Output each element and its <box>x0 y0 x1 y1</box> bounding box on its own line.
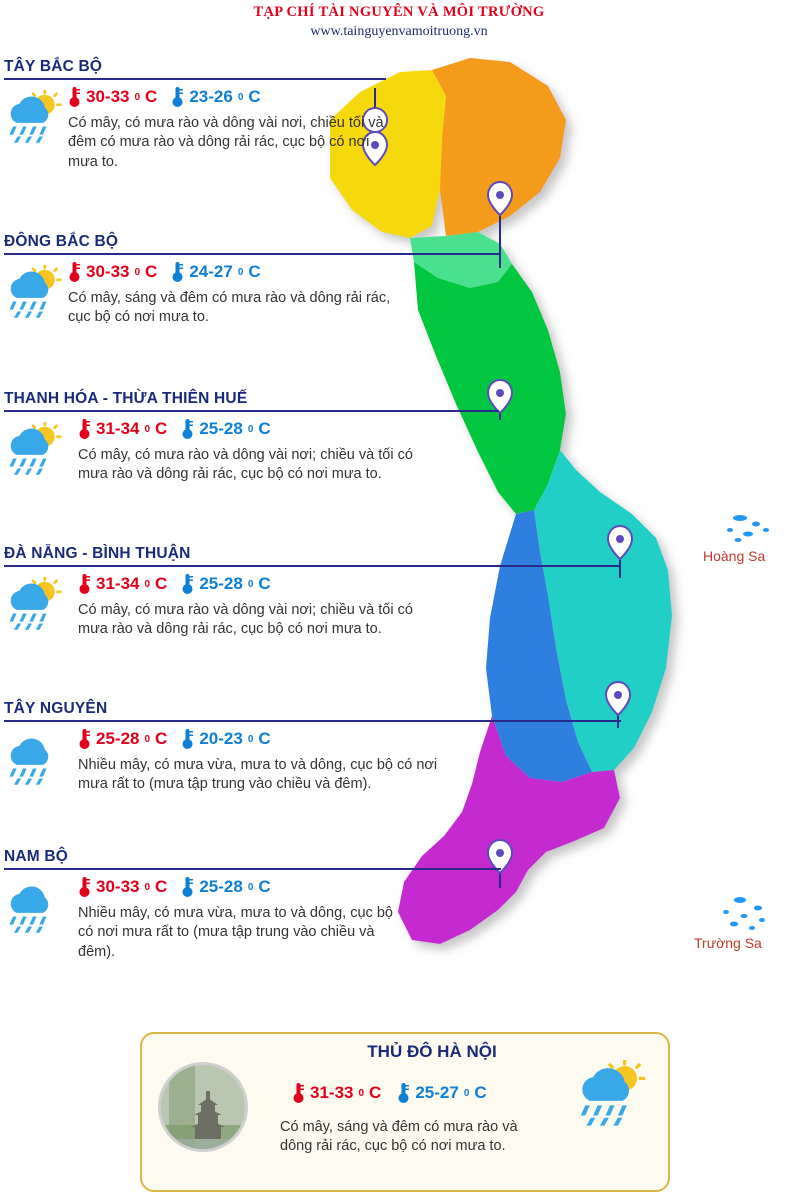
region-description: Nhiều mây, có mưa vừa, mưa to và dông, cục bộ có nơi mưa rất to (mưa tập trung vào chiều và đêm). <box>78 905 393 960</box>
sun-cloud-rain-icon <box>574 1060 654 1131</box>
unit: C <box>145 262 158 281</box>
site-url: www.tainguyenvamoitruong.vn <box>310 24 488 39</box>
sun-cloud-rain-icon <box>4 573 66 640</box>
truong-sa-islands <box>723 897 765 930</box>
low-value: 25-28 <box>199 574 243 593</box>
high-temperature <box>292 1082 381 1104</box>
degree-symbol: 0 <box>134 91 141 103</box>
unit: C <box>258 729 271 748</box>
low-temperature <box>181 573 270 595</box>
high-temperature <box>68 261 157 283</box>
degree-symbol: 0 <box>134 266 141 278</box>
region-divider <box>4 868 501 870</box>
thermometer-hot-icon <box>78 728 91 750</box>
high-value: 31-33 <box>310 1083 354 1102</box>
degree-symbol: 0 <box>144 578 151 590</box>
low-temperature <box>397 1082 486 1104</box>
sun-cloud-rain-icon <box>4 261 66 328</box>
region-title: ĐÔNG BẮC BỘ <box>4 233 119 250</box>
high-temperature <box>78 876 167 898</box>
region-tay-nguyen <box>4 700 621 795</box>
unit: C <box>155 419 168 438</box>
region-title: TÂY NGUYÊN <box>4 700 108 717</box>
cloud-rain-icon <box>4 876 66 962</box>
low-value: 23-26 <box>189 87 233 106</box>
region-divider <box>4 565 621 567</box>
turtle-tower-photo <box>158 1062 248 1152</box>
unit: C <box>369 1083 382 1102</box>
thermometer-hot-icon <box>78 418 91 440</box>
temperature-row <box>78 573 621 595</box>
low-temperature <box>181 876 270 898</box>
thermometer-cold-icon <box>181 573 194 595</box>
region-divider <box>4 78 386 80</box>
low-temperature <box>171 261 260 283</box>
unit: C <box>248 262 261 281</box>
degree-symbol: 0 <box>358 1087 365 1099</box>
thermometer-hot-icon <box>68 86 81 108</box>
degree-symbol: 0 <box>247 578 254 590</box>
low-value: 25-28 <box>199 877 243 896</box>
high-temperature <box>78 573 167 595</box>
hoang-sa-islands <box>727 515 769 542</box>
region-description: Có mây, sáng và đêm có mưa rào và dông rải rác, cục bộ có nơi mưa to. <box>68 290 391 326</box>
region-title: ĐÀ NẴNG - BÌNH THUẬN <box>4 545 191 562</box>
capital-description: Có mây, sáng và đêm có mưa rào và dông rải rác, cục bộ có nơi mưa to. <box>280 1119 518 1155</box>
region-description: Có mây, có mưa rào và dông vài nơi; chiều và tối có mưa rào và dông rải rác, cục bộ có nơi mưa to. <box>78 447 413 483</box>
low-value: 24-27 <box>189 262 233 281</box>
low-temperature <box>171 86 260 108</box>
thermometer-cold-icon <box>171 86 184 108</box>
region-nam-bo <box>4 848 501 962</box>
unit: C <box>145 87 158 106</box>
thermometer-cold-icon <box>397 1082 410 1104</box>
hoang-sa-label: Hoàng Sa <box>703 548 766 564</box>
high-temperature <box>68 86 157 108</box>
high-value: 31-34 <box>96 419 140 438</box>
degree-symbol: 0 <box>247 423 254 435</box>
degree-symbol: 0 <box>144 881 151 893</box>
thermometer-cold-icon <box>181 876 194 898</box>
high-value: 30-33 <box>96 877 140 896</box>
degree-symbol: 0 <box>237 266 244 278</box>
low-value: 20-23 <box>199 729 243 748</box>
degree-symbol: 0 <box>144 733 151 745</box>
unit: C <box>474 1083 487 1102</box>
thermometer-cold-icon <box>181 418 194 440</box>
temperature-row <box>78 728 621 750</box>
degree-symbol: 0 <box>247 881 254 893</box>
unit: C <box>258 877 271 896</box>
region-title: NAM BỘ <box>4 848 69 865</box>
high-temperature <box>78 418 167 440</box>
low-temperature <box>181 728 270 750</box>
region-thanh-hoa-thua-thien-hue <box>4 390 499 485</box>
region-divider <box>4 253 499 255</box>
region-divider <box>4 410 499 412</box>
region-da-nang-binh-thuan <box>4 545 621 640</box>
degree-symbol: 0 <box>144 423 151 435</box>
degree-symbol: 0 <box>247 733 254 745</box>
high-value: 30-33 <box>86 87 130 106</box>
unit: C <box>155 877 168 896</box>
high-value: 25-28 <box>96 729 140 748</box>
thermometer-hot-icon <box>68 261 81 283</box>
temperature-row <box>78 876 501 898</box>
temperature-row <box>78 418 499 440</box>
region-title: THANH HÓA - THỪA THIÊN HUẾ <box>4 390 248 407</box>
capital-title: THỦ ĐÔ HÀ NỘI <box>367 1042 497 1061</box>
high-temperature <box>78 728 167 750</box>
low-value: 25-28 <box>199 419 243 438</box>
thermometer-hot-icon <box>78 876 91 898</box>
region-description: Nhiều mây, có mưa vừa, mưa to và dông, cục bộ có nơi mưa rất to (mưa tập trung vào chiều và đêm). <box>78 757 438 793</box>
region-title: TÂY BẮC BỘ <box>4 58 103 75</box>
page-title: TẠP CHÍ TÀI NGUYÊN VÀ MÔI TRƯỜNG <box>253 4 545 20</box>
degree-symbol: 0 <box>237 91 244 103</box>
degree-symbol: 0 <box>463 1087 470 1099</box>
sun-cloud-rain-icon <box>4 418 66 485</box>
low-value: 25-27 <box>415 1083 459 1102</box>
thermometer-hot-icon <box>292 1082 305 1104</box>
truong-sa-label: Trường Sa <box>694 935 762 951</box>
sun-cloud-rain-icon <box>4 86 66 172</box>
high-value: 30-33 <box>86 262 130 281</box>
high-value: 31-34 <box>96 574 140 593</box>
region-tay-bac-bo <box>4 58 386 172</box>
capital-temperature-row <box>292 1082 487 1104</box>
low-temperature <box>181 418 270 440</box>
unit: C <box>248 87 261 106</box>
region-description: Có mây, có mưa rào và dông vài nơi; chiều và tối có mưa rào và dông rải rác, cục bộ có nơi mưa to. <box>78 602 413 638</box>
temperature-row <box>68 86 386 108</box>
region-dong-bac-bo <box>4 233 499 328</box>
unit: C <box>155 574 168 593</box>
unit: C <box>155 729 168 748</box>
region-description: Có mây, có mưa rào và dông vài nơi, chiều tối và đêm có mưa rào và dông rải rác, cục bộ có nơi mưa to. <box>68 115 384 170</box>
thermometer-hot-icon <box>78 573 91 595</box>
cloud-rain-icon <box>4 728 66 795</box>
unit: C <box>258 419 271 438</box>
unit: C <box>258 574 271 593</box>
region-divider <box>4 720 621 722</box>
temperature-row <box>68 261 499 283</box>
thermometer-cold-icon <box>171 261 184 283</box>
capital-weather-card <box>140 1032 670 1192</box>
thermometer-cold-icon <box>181 728 194 750</box>
